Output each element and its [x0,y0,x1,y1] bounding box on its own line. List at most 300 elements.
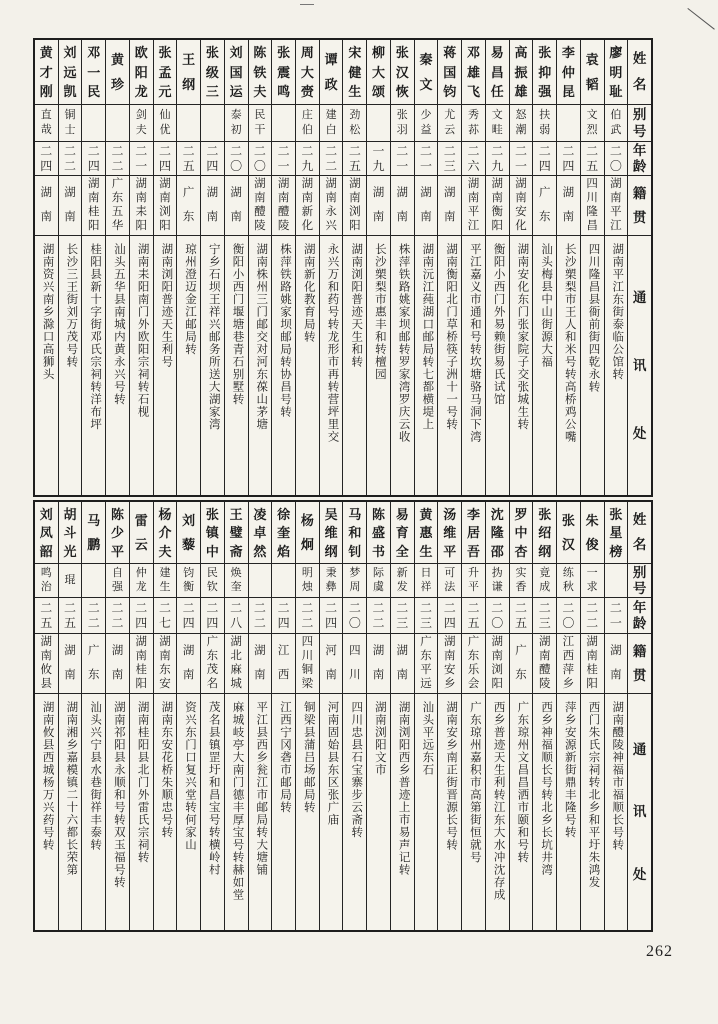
entry-address: 萍乡安源新街鼎丰隆号转 [563,701,576,839]
entry-name: 张 汉 [557,502,580,564]
entry-native: 湖 南 [438,176,461,236]
header-alias: 别 号 [628,564,651,598]
entry-native: 广 东 茂 名 [201,634,224,694]
entry-alias: 少 益 [415,105,438,142]
entry-name: 欧 阳 龙 [130,40,153,105]
entry-age: 二 四 [177,598,200,634]
entry-alias: 文 烈 [581,105,604,142]
entry-address: 宁乡石坝王祥兴邮务所送大湖家湾 [207,243,220,431]
entry-alias [367,105,390,142]
entry-age: 二 二 [296,598,319,634]
entry-column [200,502,224,930]
entry-address: 湖南祁阳县永顺和号转双玉福号转 [112,701,125,889]
entry-age: 二 三 [533,598,556,634]
entry-native: 湖 南 [201,176,224,236]
entry-name: 刘 藜 [177,502,200,564]
entry-address: 湖南湘乡嘉模镇二十六都长荣第 [65,701,78,876]
entry-address: 西乡普迹天生利转江东大水冲沈存成 [492,701,505,901]
entry-alias: 㧑 谦 [486,564,509,598]
entry-name: 黄 才 刚 [35,40,58,105]
entry-alias [177,105,200,142]
entry-column [105,40,129,495]
entry-column [129,40,153,495]
entry-name: 高 振 雄 [510,40,533,105]
entry-address: 平江县西乡瓮江市邮局转大塘铺 [255,701,268,876]
entry-address: 永兴万和药号转龙形市再转营坪里交 [326,243,339,443]
header-alias: 别 号 [628,105,651,142]
header-age: 年 龄 [628,142,651,176]
entry-column [271,40,295,495]
entry-age: 二 五 [343,142,366,176]
entry-age: 二 九 [296,142,319,176]
entry-column [105,502,129,930]
entry-name: 张 孟 元 [154,40,177,105]
entry-address: 湖南醴陵神福市福顺长号转 [611,701,624,851]
header-column [627,40,651,495]
entry-name: 陈 少 平 [106,502,129,564]
entry-native: 湖 南 浏 阳 [486,634,509,694]
entry-alias [272,105,295,142]
entry-alias: 升 平 [462,564,485,598]
entry-address: 麻城岐亭大南门德丰厚宝号转赫如堂 [231,701,244,901]
directory-table-top [33,38,653,497]
entry-alias: 日 祥 [415,564,438,598]
entry-name: 李 居 吾 [462,502,485,564]
entry-address: 河南固始县东区张广庙 [326,701,339,826]
entry-native: 四 川 铜 梁 [296,634,319,694]
entry-age: 二 四 [533,142,556,176]
entry-name: 陈 铁 夫 [249,40,272,105]
entry-column [366,502,390,930]
entry-age: 二 四 [272,598,295,634]
entry-column [295,40,319,495]
entry-name: 邓 雄 飞 [462,40,485,105]
entry-native: 湖 南 [59,176,82,236]
entry-address: 长沙槊梨市惠丰和转檀园 [373,243,386,381]
entry-age: 二 三 [415,598,438,634]
entry-alias [557,105,580,142]
entry-address: 资兴东门口复兴堂转何家山 [184,701,197,851]
entry-name: 秦 文 [415,40,438,105]
entry-alias: 伯 武 [605,105,628,142]
entry-name: 张 级 三 [201,40,224,105]
entry-name: 黄 惠 生 [415,502,438,564]
entry-name: 张 绍 纲 [533,502,556,564]
entry-age: 二 一 [130,142,153,176]
entry-alias: 明 烛 [296,564,319,598]
entry-name: 廖 明 耻 [605,40,628,105]
entry-address: 湖南株州三门邮交对河东葆山茅塘 [255,243,268,431]
entry-alias: 焕 奎 [225,564,248,598]
entry-column [35,40,58,495]
entry-column [58,502,82,930]
entry-address: 株萍铁路姚家坝邮局转协昌号转 [278,243,291,418]
entry-name: 刘 国 运 [225,40,248,105]
entry-alias [82,564,105,598]
entry-native: 湖 南 桂 阳 [82,176,105,236]
entry-native: 湖 南 [367,634,390,694]
entry-address: 汕头兴宁县水巷街祥丰泰转 [89,701,102,851]
entry-name: 马 鹏 [82,502,105,564]
entry-native: 湖 南 [557,176,580,236]
entry-age: 二 四 [201,142,224,176]
entry-native: 湖 南 [106,634,129,694]
entry-age: 二 一 [510,142,533,176]
entry-address: 湖南沅江莼湖口邮局转七都横堤上 [421,243,434,431]
entry-native: 湖 北 麻 城 [225,634,248,694]
entry-column [224,502,248,930]
entry-age: 二 二 [581,598,604,634]
entry-age: 二 二 [82,598,105,634]
entry-alias: 新 发 [391,564,414,598]
entry-column [319,502,343,930]
entry-alias: 怒 潮 [510,105,533,142]
entry-address: 湖南浏阳文市 [373,701,386,776]
entry-native: 广 东 [510,634,533,694]
entry-name: 凌 卓 然 [249,502,272,564]
entry-address: 湖南平江东街泰临公馆转 [611,243,624,381]
header-name: 姓 名 [628,502,651,564]
entry-column [437,502,461,930]
entry-native: 湖 南 攸 县 [35,634,58,694]
entry-column [81,502,105,930]
entry-age: 二 五 [35,598,58,634]
entry-native: 河 南 [320,634,343,694]
entry-alias: 钧 衡 [177,564,200,598]
entry-age: 二 七 [154,598,177,634]
entry-age: 二 五 [462,598,485,634]
entry-name: 蒋 国 钧 [438,40,461,105]
entry-alias: 建 白 [320,105,343,142]
entry-address: 湖南浏阳普迹天生利号 [160,243,173,368]
entry-alias: 梦 周 [343,564,366,598]
entry-column [485,502,509,930]
entry-native: 湖 南 永 兴 [320,176,343,236]
entry-name: 宋 健 生 [343,40,366,105]
entry-name: 雷 云 [130,502,153,564]
entry-column [390,502,414,930]
entry-age: 二 五 [59,598,82,634]
entry-alias: 民 干 [249,105,272,142]
entry-native: 湖 南 浏 阳 [154,176,177,236]
entry-name: 朱 俊 [581,502,604,564]
entry-native: 广 东 [82,634,105,694]
entry-age: 二 〇 [557,598,580,634]
entry-native: 湖 南 安 乡 [438,634,461,694]
entry-name: 陈 盛 书 [367,502,390,564]
entry-address: 铜梁县蒲吕场邮局转 [302,701,315,814]
entry-age: 二 四 [130,598,153,634]
entry-address: 湖南浏阳西乡普迹上市易声记转 [397,701,410,876]
entry-alias: 可 法 [438,564,461,598]
entry-age: 二 二 [320,142,343,176]
entry-name: 杨 炯 [296,502,319,564]
entry-column [81,40,105,495]
entry-alias: 琨 [59,564,82,598]
entry-native: 湖 南 平 江 [605,176,628,236]
header-native: 籍 贯 [628,634,651,694]
entry-name: 王 纲 [177,40,200,105]
entry-age: 二 五 [510,598,533,634]
entry-column [248,502,272,930]
entry-column [153,502,177,930]
entry-column [485,40,509,495]
entry-age: 二 五 [177,142,200,176]
page-number: 262 [646,943,673,960]
entry-column [580,502,604,930]
entry-name: 徐 奎 焰 [272,502,295,564]
entry-age: 二 三 [438,142,461,176]
entry-column [366,40,390,495]
entry-address: 广东琼州嘉积市高第街恒就号 [468,701,481,864]
entry-name: 马 和 钊 [343,502,366,564]
entry-age: 二 一 [415,142,438,176]
entry-column [248,40,272,495]
entry-alias: 竟 成 [533,564,556,598]
entry-alias: 泰 初 [225,105,248,142]
entry-alias: 际 虞 [367,564,390,598]
entry-column [176,502,200,930]
entry-alias: 剑 夫 [130,105,153,142]
entry-alias: 民 钦 [201,564,224,598]
entry-address: 湖南桂阳县北门外雷氏宗祠转 [136,701,149,864]
entry-column [532,40,556,495]
entry-column [604,40,628,495]
entry-age: 二 四 [320,598,343,634]
entry-column [319,40,343,495]
entry-alias: 练 秋 [557,564,580,598]
entry-age: 二 八 [225,598,248,634]
entry-column [461,40,485,495]
entry-address: 汕头五华县南城内黄永兴号转 [112,243,125,406]
entry-address: 四川忠县石宝寨步云斋转 [350,701,363,839]
entry-age: 二 四 [201,598,224,634]
entry-native: 湖 南 醴 陵 [533,634,556,694]
entry-alias: 文 畦 [486,105,509,142]
entry-address: 湖南新化教育局转 [302,243,315,343]
entry-native: 湖 南 [367,176,390,236]
entry-alias: 仙 优 [154,105,177,142]
entry-address: 西乡神福顺长号转北乡长坑井湾 [540,701,553,876]
entry-column [200,40,224,495]
entry-address: 江西宁冈砻市邮局转 [278,701,291,814]
entry-address: 汕头平远东石 [421,701,434,776]
entry-native: 湖 南 桂 阳 [130,634,153,694]
entry-name: 邓 一 民 [82,40,105,105]
entry-name: 沈 隆 邵 [486,502,509,564]
entry-address: 长沙槊梨市王人和米号转高桥鸡公嘴 [563,243,576,443]
entry-name: 周 大 赍 [296,40,319,105]
header-age: 年 龄 [628,598,651,634]
entry-name: 易 昌 任 [486,40,509,105]
entry-age: 二 〇 [225,142,248,176]
directory-table-bottom [33,500,653,932]
entry-address: 湖南东安花桥朱顺忠号转 [160,701,173,839]
entry-name: 汤 维 平 [438,502,461,564]
entry-age: 二 一 [605,598,628,634]
entry-alias: 张 羽 [391,105,414,142]
entry-address: 西门朱氏宗祠转北乡和平圩朱鸿发 [587,701,600,889]
entry-alias: 铜 士 [59,105,82,142]
entry-address: 湖南攸县西城杨万兴药号转 [41,701,54,851]
entry-column [129,502,153,930]
entry-column [414,40,438,495]
entry-native: 江 西 [272,634,295,694]
entry-column [58,40,82,495]
entry-alias: 建 生 [154,564,177,598]
entry-name: 王 璧 斋 [225,502,248,564]
entry-native: 湖 南 [391,176,414,236]
entry-alias: 庄 伯 [296,105,319,142]
entry-native: 湖 南 醴 陵 [272,176,295,236]
entry-age: 二 一 [272,142,295,176]
entry-column [509,502,533,930]
entry-address: 株萍铁路姚家坝邮转罗家湾罗庆云收 [397,243,410,443]
entry-age: 二 四 [82,142,105,176]
entry-address: 四川隆昌县衙前街四乾永转 [587,243,600,393]
entry-alias: 扶 弱 [533,105,556,142]
entry-native: 湖 南 新 化 [296,176,319,236]
entry-native: 湖 南 醴 陵 [249,176,272,236]
header-native: 籍 贯 [628,176,651,236]
entry-alias: 自 强 [106,564,129,598]
entry-native: 湖 南 [249,634,272,694]
entry-name: 杨 介 夫 [154,502,177,564]
entry-native: 江 西 萍 乡 [557,634,580,694]
entry-native: 湖 南 [35,176,58,236]
entry-name: 吴 维 纲 [320,502,343,564]
entry-alias: 秉 彝 [320,564,343,598]
entry-age: 二 二 [367,598,390,634]
entry-alias: 劲 松 [343,105,366,142]
entry-column [604,502,628,930]
entry-name: 张 镇 中 [201,502,224,564]
entry-native: 湖 南 [177,634,200,694]
entry-age: 二 〇 [249,142,272,176]
entry-address: 桂阳县新十字街邓氏宗祠转洋布坪 [89,243,102,431]
entry-native: 湖 南 平 江 [462,176,485,236]
entry-column [556,40,580,495]
entry-address: 湖南衡阳北门草桥筷子洲十一号转 [445,243,458,431]
entry-age: 二 四 [438,598,461,634]
entry-age: 一 九 [367,142,390,176]
entry-alias [82,105,105,142]
entry-age: 二 〇 [486,598,509,634]
entry-native: 湖 南 桂 阳 [581,634,604,694]
entry-age: 二 五 [581,142,604,176]
entry-column [414,502,438,930]
entry-column [532,502,556,930]
entry-alias [249,564,272,598]
entry-native: 广 东 [533,176,556,236]
entry-native: 广 东 乐 会 [462,634,485,694]
entry-native: 湖 南 [415,176,438,236]
entry-native: 湖 南 浏 阳 [343,176,366,236]
entry-address: 长沙三王街刘万茂号转 [65,243,78,368]
entry-address: 湖南耒阳南门外欧阳宗祠转石枧 [136,243,149,418]
entry-age: 二 四 [557,142,580,176]
entry-native: 湖 南 [605,634,628,694]
entry-column [556,502,580,930]
entry-native: 湖 南 [59,634,82,694]
entry-native: 四 川 隆 昌 [581,176,604,236]
entry-alias [605,564,628,598]
entry-age: 二 二 [106,142,129,176]
entry-alias: 仲 龙 [130,564,153,598]
entry-name: 李 仲 昆 [557,40,580,105]
entry-alias: 一 求 [581,564,604,598]
entry-alias [201,105,224,142]
header-contact: 通 讯 处 [632,741,647,882]
entry-address: 茂名县镇罡圩和昌宝号转横岭村 [207,701,220,876]
entry-age: 二 二 [106,598,129,634]
entry-age: 二 三 [391,598,414,634]
entry-name: 柳 大 颂 [367,40,390,105]
entry-address: 广东琼州文昌昌洒市颐和号转 [516,701,529,864]
entry-column [271,502,295,930]
entry-address: 衡阳小西门堰塘巷青石别墅转 [231,243,244,406]
entry-column [437,40,461,495]
entry-address: 平江嘉义市通和号转坎塘骆马洞下湾 [468,243,481,443]
entry-native: 广 东 平 远 [415,634,438,694]
header-name: 姓 名 [628,40,651,105]
entry-name: 张 抑 强 [533,40,556,105]
entry-address: 湖南安乡南正街晋源长号转 [445,701,458,851]
entry-native: 湖 南 [225,176,248,236]
entry-name: 易 育 全 [391,502,414,564]
scan-corner-mark [687,8,714,30]
entry-column [390,40,414,495]
entry-alias: 尤 云 [438,105,461,142]
entry-name: 张 星 榜 [605,502,628,564]
entry-native: 湖 南 东 安 [154,634,177,694]
entry-column [176,40,200,495]
entry-native: 湖 南 [391,634,414,694]
entry-name: 刘 远 凯 [59,40,82,105]
entry-address: 湖南浏阳普迹天生和转 [350,243,363,368]
entry-name: 罗 中 杏 [510,502,533,564]
entry-column [224,40,248,495]
entry-column [35,502,58,930]
entry-column [295,502,319,930]
entry-column [461,502,485,930]
entry-name: 谭 政 [320,40,343,105]
entry-age: 二 四 [35,142,58,176]
entry-native: 广 东 五 华 [106,176,129,236]
entry-name: 张 汉 恢 [391,40,414,105]
entry-age: 二 二 [59,142,82,176]
entry-name: 胡 斗 光 [59,502,82,564]
entry-age: 二 一 [391,142,414,176]
entry-address: 汕头梅县中山街源大福 [540,243,553,368]
entry-native: 四 川 [343,634,366,694]
entry-alias: 实 香 [510,564,533,598]
entry-native: 湖 南 耒 阳 [130,176,153,236]
entry-address: 衡阳小西门外易赖街易氏试馆 [492,243,505,406]
entry-address: 湖南安化东门张家院子交张城生转 [516,243,529,431]
entry-age: 二 九 [486,142,509,176]
entry-native: 广 东 [177,176,200,236]
entry-name: 刘 凤 韶 [35,502,58,564]
entry-age: 二 二 [249,598,272,634]
entry-alias: 直 哉 [35,105,58,142]
entry-alias [272,564,295,598]
entry-column [342,502,366,930]
entry-native: 湖 南 安 化 [510,176,533,236]
entry-age: 二 〇 [343,598,366,634]
header-column [627,502,651,930]
entry-column [509,40,533,495]
